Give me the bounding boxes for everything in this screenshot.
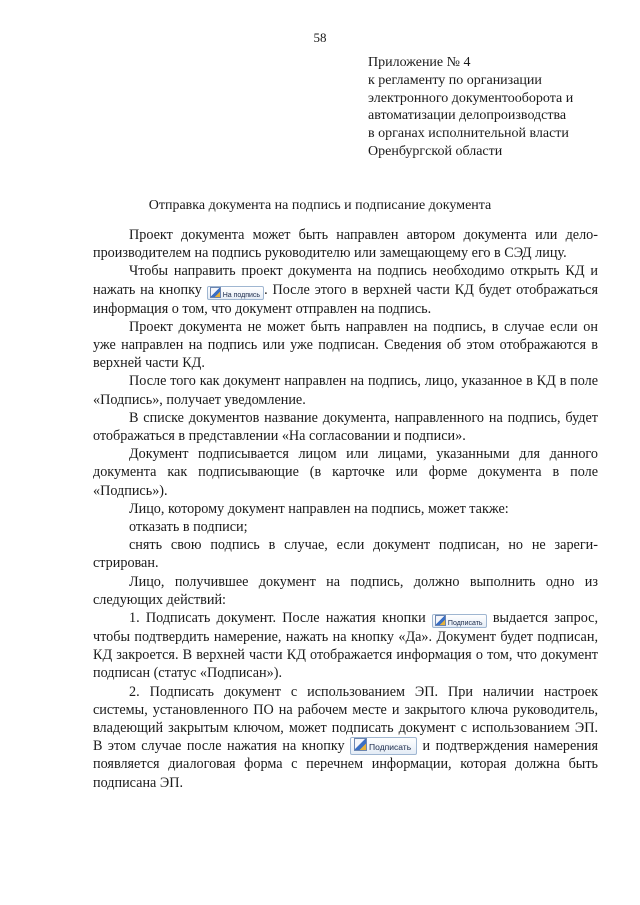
annex-line: автоматизации делопроизводства bbox=[368, 108, 567, 124]
send-for-signature-button bbox=[207, 286, 264, 300]
paragraph-text: Чтобы направить проект документа на подпись необходимо открыть КД и нажать на кнопку bbox=[93, 263, 598, 298]
sign-label: Подписать bbox=[447, 620, 483, 628]
paragraph-text: 2. Подписать документ с использованием ЭП. При наличии настроек системы, установленного ПО на рабочем месте и закрытого ключа руководитель, владеющий закрытым ключом, может подписать документ с использованием ЭП. В этом случае после нажатия на кнопку bbox=[93, 683, 598, 755]
document-body bbox=[93, 226, 598, 792]
document-sign-icon bbox=[210, 287, 221, 298]
page-number: 58 bbox=[313, 30, 327, 45]
paragraph: Лицо, которому документ направлен на подпись, может также: bbox=[129, 500, 509, 517]
paragraph: После того как документ направлен на подпись, лицо, указанное в КД в поле «Подпись», получает уведомление. bbox=[93, 373, 598, 408]
paragraph: отказать в подписи; bbox=[129, 519, 248, 536]
paragraph: Проект документа может быть направлен автором документа или делопроизводителем на подпись руководителю или замещающему его в СЭД лицу. bbox=[93, 227, 598, 262]
annex-header bbox=[368, 54, 628, 161]
annex-line: Оренбургской области bbox=[368, 143, 503, 159]
paragraph-text: выдается запрос, чтобы подтвердить намерение, нажать на кнопку «Да». Документ будет подписан, КД закроется. В верхней части КД отображается информация о том, что документ подписан (статус «Подписан»). bbox=[93, 610, 598, 682]
sign-ep-button bbox=[350, 737, 417, 755]
paragraph: В списке документов название документа, направленного на подпись, будет отображаться в представлении «На согласовании и подписи». bbox=[93, 409, 598, 445]
annex-line: в органах исполнительной власти bbox=[368, 126, 569, 142]
paragraph bbox=[93, 683, 598, 792]
section-title: Отправка документа на подпись и подписание документа bbox=[148, 198, 492, 213]
annex-line: к регламенту по организации bbox=[368, 72, 542, 88]
paragraph: Лицо, получившее документ на подпись, должно выполнить одно из следующих действий: bbox=[93, 573, 598, 608]
annex-line: Приложение № 4 bbox=[368, 55, 471, 70]
paragraph-text: и подтверждения намерения появляется диалоговая форма с перечнем информации, которая должна быть подписана ЭП. bbox=[93, 738, 598, 791]
paragraph: Документ подписывается лицом или лицами, указанными для данного документа как подписывающие (в карточке или форме документа в поле «Подпись»). bbox=[93, 446, 598, 499]
paragraph-text: 1. Подписать документ. После нажатия кнопки bbox=[129, 610, 432, 627]
send-for-signature-label: На подпись bbox=[222, 291, 261, 299]
annex-line: электронного документооборота и bbox=[368, 90, 574, 106]
paragraph: снять свою подпись в случае, если документ подписан, но не зарегистрирован. bbox=[93, 537, 598, 572]
paragraph: Проект документа не может быть направлен на подпись, в случае если он уже направлен на подпись или уже подписан. Сведения об этом отображаются в верхней части КД. bbox=[93, 318, 598, 372]
sign-icon bbox=[354, 738, 367, 751]
paragraph bbox=[93, 609, 598, 683]
paragraph bbox=[93, 262, 598, 317]
paragraph-text: . После этого в верхней части КД будет отображаться информация о том, что документ отправлен на подпись. bbox=[93, 281, 598, 317]
sign-ep-label: Подписать bbox=[369, 742, 412, 753]
sign-icon bbox=[435, 615, 446, 626]
sign-button bbox=[432, 614, 487, 628]
